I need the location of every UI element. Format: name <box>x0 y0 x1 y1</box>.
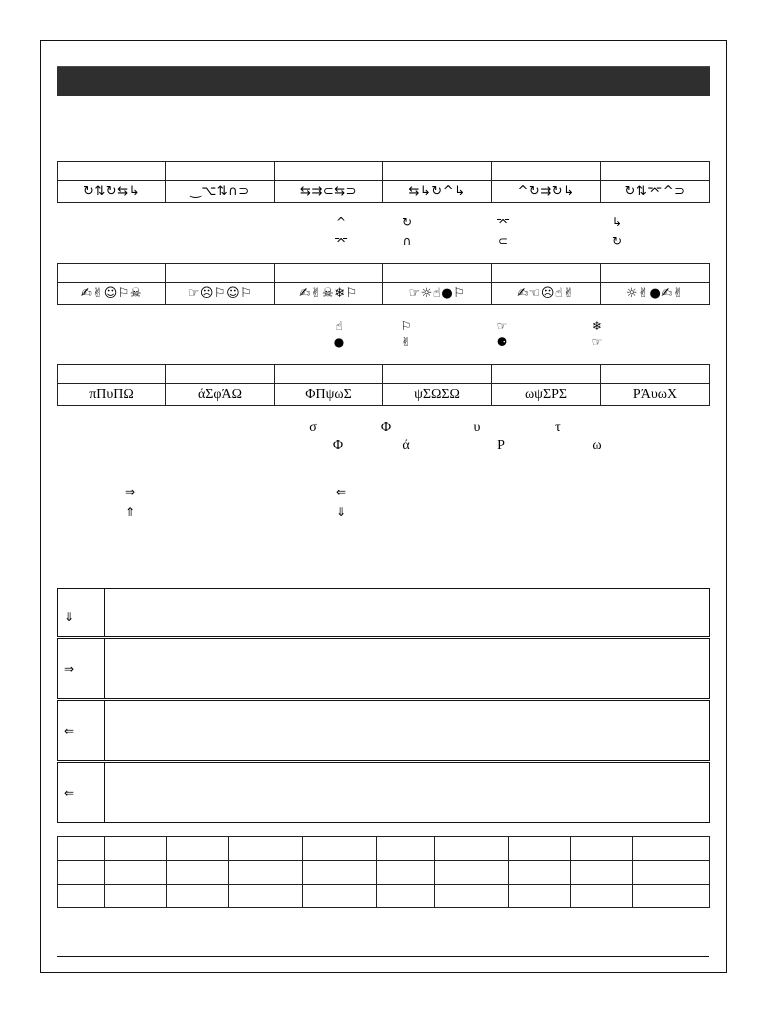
table-row <box>58 283 710 305</box>
grid-cell <box>58 885 105 908</box>
grid-cell <box>167 885 229 908</box>
symbol-cell: ‿⌥⇅∩⊃ <box>166 181 275 203</box>
grid-cell <box>303 885 377 908</box>
symbol-cell: ⇆⇉⊂⇆⊃ <box>275 181 383 203</box>
header-bar <box>57 66 710 96</box>
bottom-grid <box>57 836 710 908</box>
key-letter: Ρ <box>497 438 505 453</box>
symbol-table-1 <box>57 161 710 203</box>
key-symbol: ⚐ <box>400 319 412 333</box>
key-letter: τ <box>555 420 561 435</box>
key-symbol: ∩ <box>402 234 412 248</box>
answer-box-body <box>105 589 709 636</box>
header-cell <box>492 162 601 181</box>
grid-cell <box>167 837 229 861</box>
symbol-cell: ↻⇅⌤^⊃ <box>601 181 710 203</box>
header-cell <box>58 162 166 181</box>
header-cell <box>166 365 275 384</box>
symbol-cell: ✍✌☺⚐☠ <box>58 283 166 305</box>
symbol-cell: ☼✌●✍✌ <box>601 283 710 305</box>
header-cell <box>275 162 383 181</box>
grid-cell <box>105 885 167 908</box>
symbol-cell: ✍☜☹☝✌ <box>492 283 601 305</box>
grid-cell <box>509 837 571 861</box>
grid-cell <box>571 885 633 908</box>
down-double-arrow-icon: ⇓ <box>335 505 347 519</box>
key-symbol: ↻ <box>611 234 623 248</box>
key-symbol: ⌤ <box>496 215 510 229</box>
table-header-row <box>58 365 710 384</box>
key-symbol: ☞ <box>591 335 603 349</box>
answer-box <box>57 700 710 761</box>
up-double-arrow-icon: ⇑ <box>124 505 136 519</box>
greek-cell: άΣφΆΩ <box>166 384 275 406</box>
greek-cell: ΦΠψωΣ <box>275 384 383 406</box>
table-row <box>58 384 710 406</box>
header-cell <box>492 264 601 283</box>
header-cell <box>383 264 492 283</box>
answer-box-body <box>105 701 709 760</box>
header-cell <box>601 162 710 181</box>
grid-cell <box>377 837 435 861</box>
header-cell <box>601 365 710 384</box>
greek-cell: ΡΆυωΧ <box>601 384 710 406</box>
right-double-arrow-icon: ⇒ <box>124 485 136 499</box>
grid-cell <box>58 837 105 861</box>
header-cell <box>58 264 166 283</box>
answer-box <box>57 762 710 823</box>
left-double-arrow-icon: ⇐ <box>335 485 347 499</box>
key-symbol: ↳ <box>611 215 623 229</box>
header-cell <box>275 365 383 384</box>
grid-cell <box>303 837 377 861</box>
key-letter: Φ <box>380 420 392 435</box>
symbol-cell: ☞☼☝●⚐ <box>383 283 492 305</box>
footer-rule <box>57 956 709 957</box>
symbol-cell: ✍✌☠❄⚐ <box>275 283 383 305</box>
grid-cell <box>633 861 710 885</box>
key-letter: ω <box>592 438 602 453</box>
header-cell <box>58 365 166 384</box>
key-symbol: ● <box>333 335 345 349</box>
grid-cell <box>633 885 710 908</box>
key-letter: Φ <box>332 438 344 453</box>
grid-cell <box>435 885 509 908</box>
answer-box <box>57 638 710 699</box>
symbol-cell: ☞☹⚐☺⚐ <box>166 283 275 305</box>
answer-box <box>57 588 710 637</box>
header-cell <box>383 162 492 181</box>
symbol-cell: ^↻⇉↻↳ <box>492 181 601 203</box>
header-cell <box>166 162 275 181</box>
grid-row <box>58 885 710 908</box>
left-double-arrow-icon: ⇐ <box>58 701 105 760</box>
table-row <box>58 181 710 203</box>
grid-cell <box>58 861 105 885</box>
symbol-table-2 <box>57 263 710 305</box>
grid-cell <box>167 861 229 885</box>
grid-cell <box>105 837 167 861</box>
key-symbol: ⊂ <box>497 234 509 248</box>
key-symbol: ☞ <box>496 319 508 333</box>
answer-box-body <box>105 763 709 822</box>
answer-box-body <box>105 639 709 698</box>
table-header-row <box>58 264 710 283</box>
key-symbol: ⚈ <box>496 335 508 349</box>
grid-cell <box>509 861 571 885</box>
down-double-arrow-icon: ⇓ <box>58 589 105 636</box>
header-cell <box>492 365 601 384</box>
grid-cell <box>229 861 303 885</box>
grid-cell <box>571 837 633 861</box>
key-symbol: ⌤ <box>334 234 348 248</box>
key-letter: υ <box>473 420 481 435</box>
key-symbol: ↻ <box>401 215 413 229</box>
grid-row <box>58 837 710 861</box>
grid-cell <box>377 861 435 885</box>
left-double-arrow-icon: ⇐ <box>58 763 105 822</box>
grid-cell <box>435 837 509 861</box>
grid-cell <box>435 861 509 885</box>
grid-cell <box>229 837 303 861</box>
header-cell <box>166 264 275 283</box>
grid-row <box>58 861 710 885</box>
grid-cell <box>509 885 571 908</box>
grid-cell <box>377 885 435 908</box>
greek-cell: ψΣΩΣΩ <box>383 384 492 406</box>
grid-cell <box>633 837 710 861</box>
grid-cell <box>571 861 633 885</box>
header-cell <box>275 264 383 283</box>
key-symbol: ☝ <box>335 319 343 333</box>
key-letter: σ <box>309 420 317 435</box>
grid-cell <box>229 885 303 908</box>
table-header-row <box>58 162 710 181</box>
greek-cell: πΠυΠΩ <box>58 384 166 406</box>
header-cell <box>383 365 492 384</box>
grid-cell <box>105 861 167 885</box>
symbol-table-3 <box>57 364 710 406</box>
key-letter: ά <box>402 438 410 453</box>
symbol-cell: ⇆↳↻^↳ <box>383 181 492 203</box>
right-double-arrow-icon: ⇒ <box>58 639 105 698</box>
greek-cell: ωψΣΡΣ <box>492 384 601 406</box>
grid-cell <box>303 861 377 885</box>
symbol-cell: ↻⇅↻⇆↳ <box>58 181 166 203</box>
key-symbol: ❄ <box>591 319 603 333</box>
key-symbol: ^ <box>335 215 347 229</box>
header-cell <box>601 264 710 283</box>
key-symbol: ✌ <box>400 335 412 349</box>
